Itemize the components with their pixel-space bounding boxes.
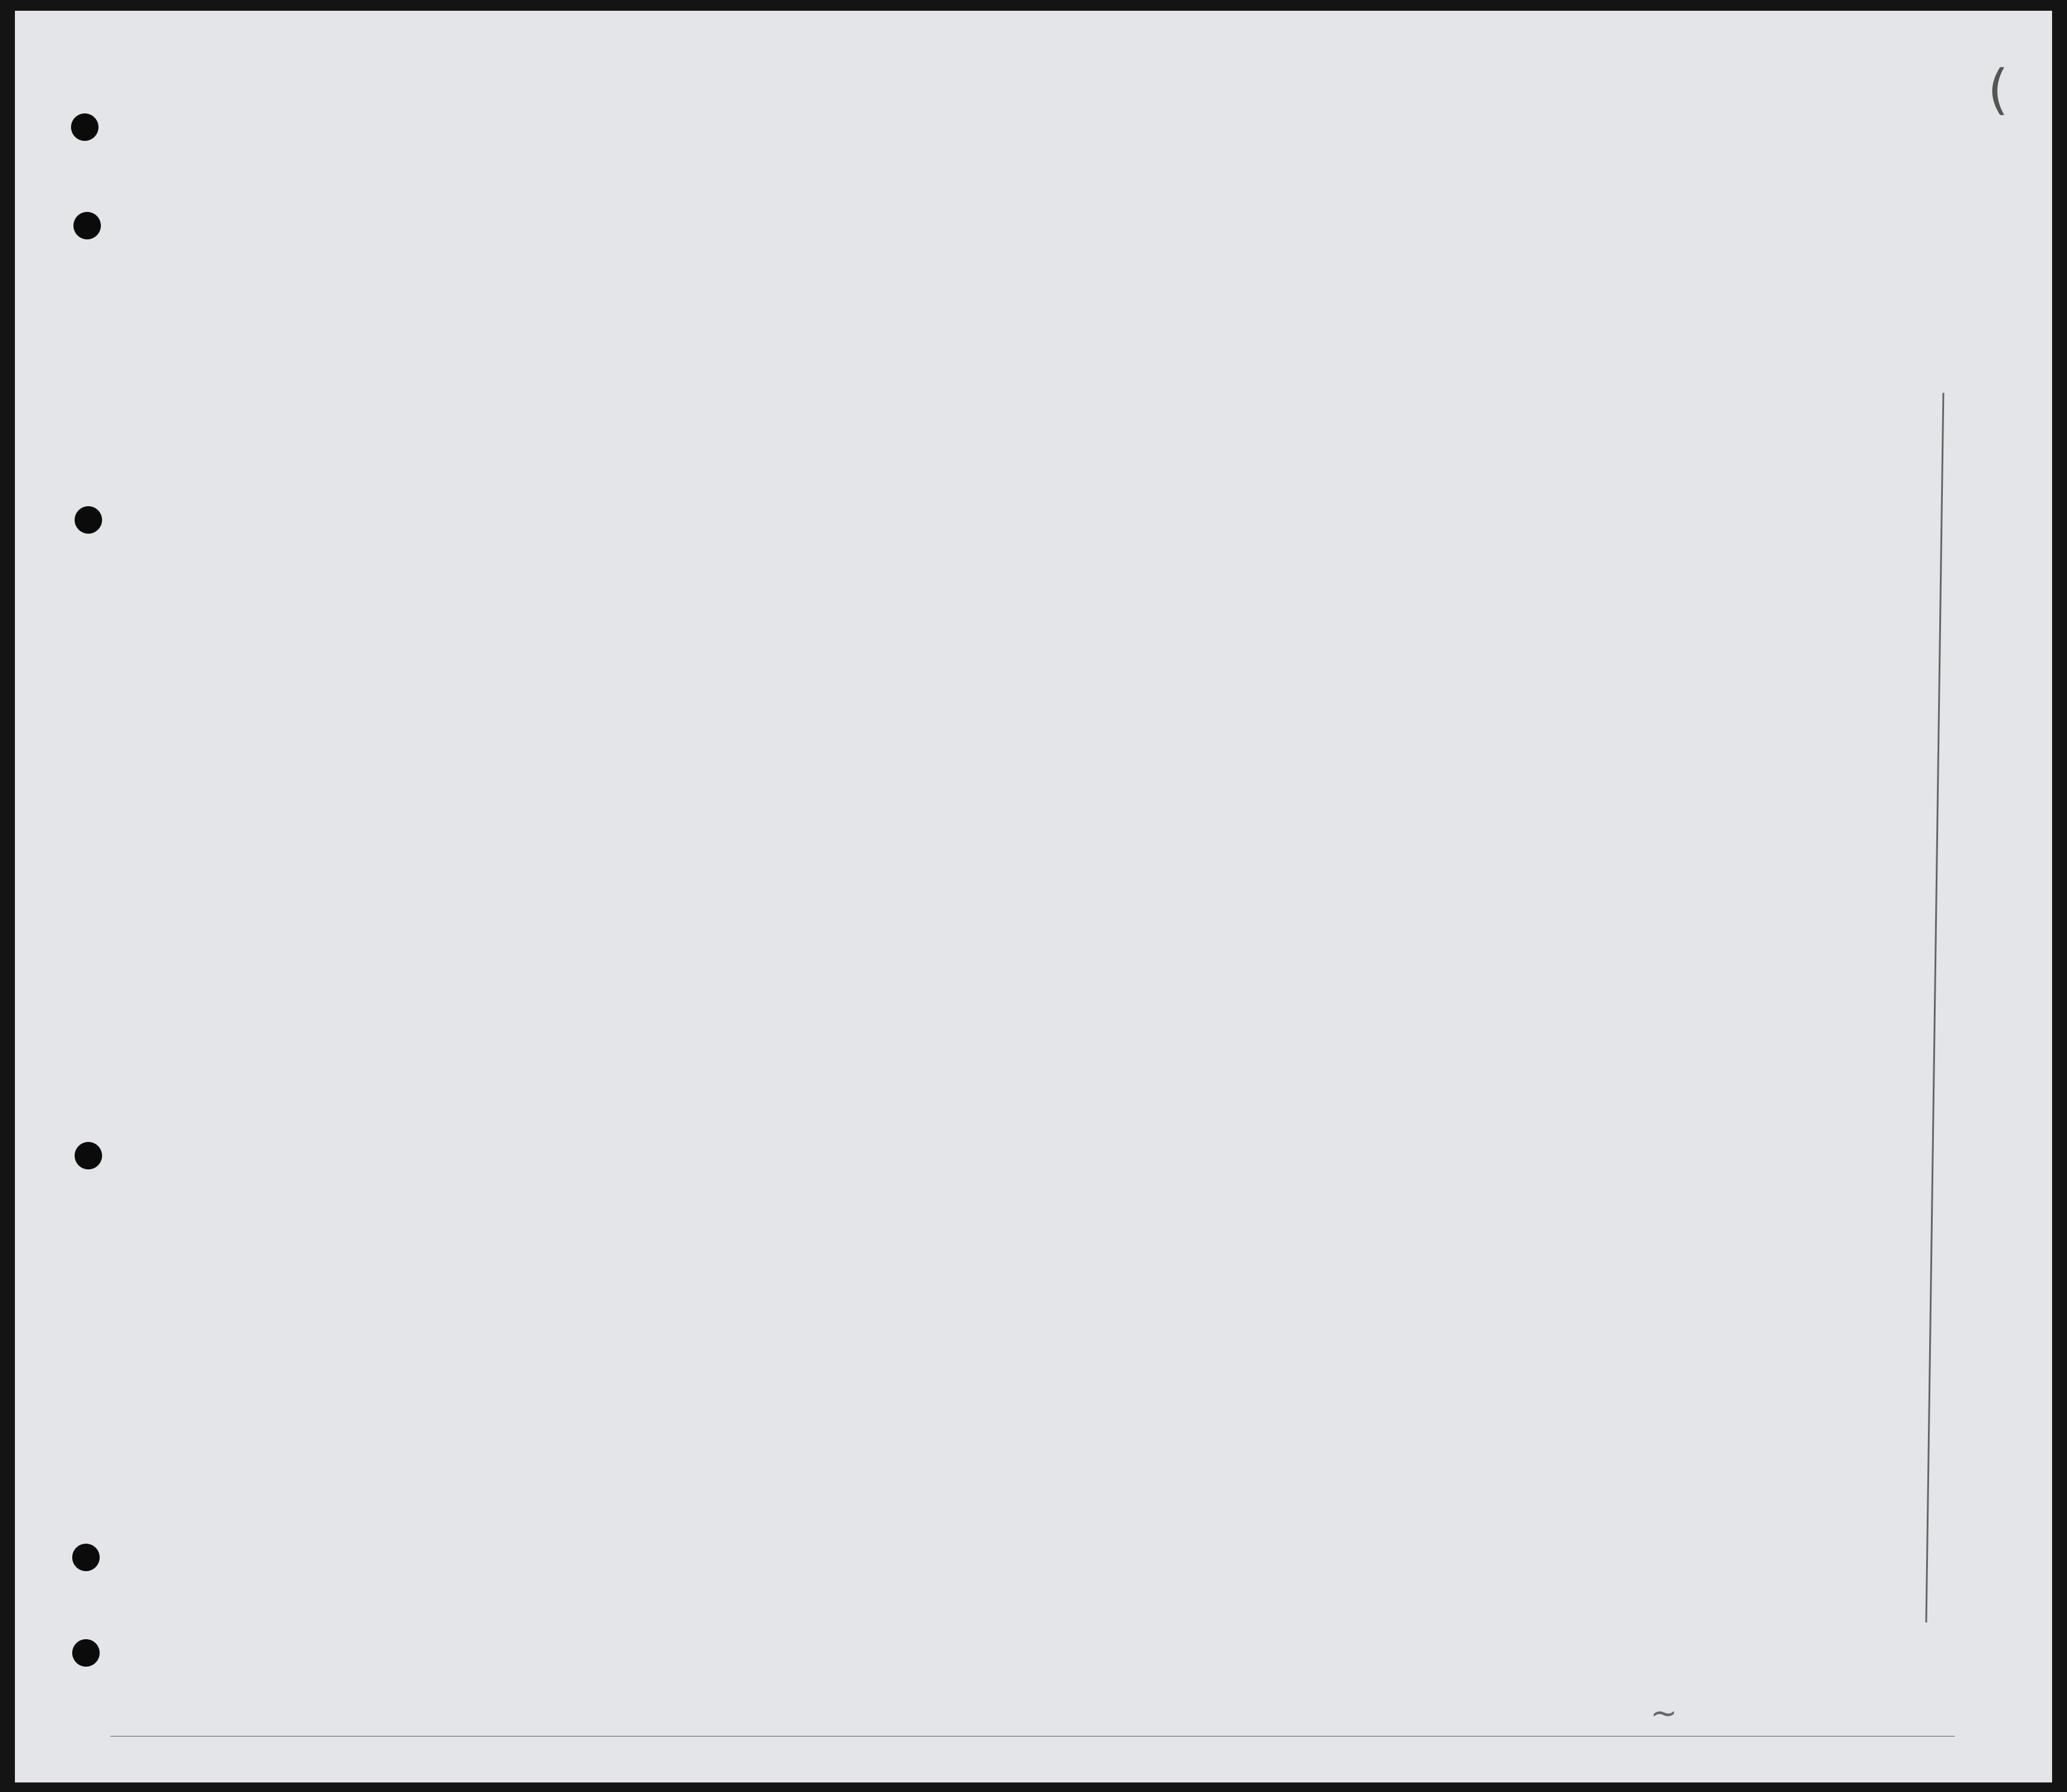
inspector-pen-line — [1926, 393, 1945, 1622]
officer-signature: ~ — [1650, 1694, 1683, 1732]
punch-hole — [72, 1639, 100, 1667]
punch-hole — [73, 212, 101, 239]
punch-hole — [72, 1544, 100, 1571]
punch-hole — [75, 1142, 102, 1169]
punch-hole — [75, 506, 102, 534]
punch-hole — [71, 113, 98, 141]
manifest-sheet — [15, 11, 2052, 1782]
corner-pen-mark: ( — [1988, 58, 2009, 121]
